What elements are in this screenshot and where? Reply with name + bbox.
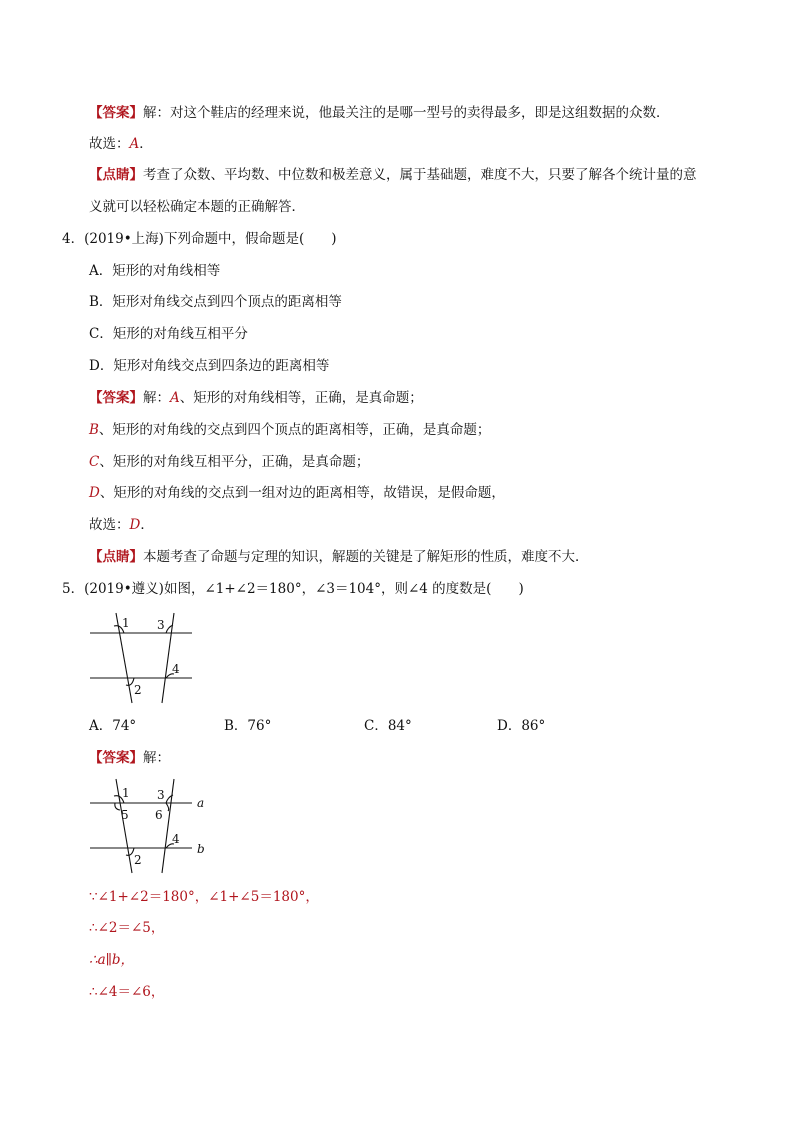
fig1-label-4: 4 [172,662,180,676]
fig2-label-3: 3 [157,788,165,802]
answer-letter-a: A [170,390,180,406]
fig2-label-2: 2 [134,853,142,867]
q4-choose-line [89,515,154,535]
choose-suffix: ． [139,136,153,152]
q5-option-b: B．76° [224,718,272,734]
q4-option-a: A．矩形的对角线相等 [89,263,221,279]
angle-arc-6 [166,803,169,811]
q4-stem: 4．(2019•上海)下列命题中，假命题是( ) [62,231,337,247]
q4-option-d: D．矩形对角线交点到四条边的距离相等 [89,358,330,374]
fig1-label-1: 1 [122,616,130,630]
q3-comment-line-1 [89,165,697,185]
answer-text-d: 、矩形的对角线的交点到一组对边的距离相等，故错误，是假命题， [99,485,505,501]
q5-figure-2 [86,775,216,875]
q5-option-d: D．86° [497,718,546,734]
fig1-label-2: 2 [134,683,142,697]
answer-text-a: 、矩形的对角线相等，正确，是真命题； [179,390,423,406]
fig2-label-1: 1 [122,786,130,800]
q5-step-2: ∴∠2＝∠5， [89,920,165,936]
comment-tag: 【点睛】 [89,167,143,183]
angle-arc-5 [115,803,120,810]
fig2-label-b: b [197,842,205,856]
q5-figure-1 [86,605,198,705]
answer-tag: 【答案】 [89,750,143,766]
comment-tag: 【点睛】 [89,549,143,565]
q4-answer-line-2 [89,420,490,440]
q3-comment-line-2: 义就可以轻松确定本题的正确解答． [89,199,305,215]
q5-step-3: ∴a∥b， [89,952,135,968]
answer-tag: 【答案】 [89,390,143,406]
choose-prefix: 故选： [89,136,130,152]
q5-option-c: C．84° [364,718,412,734]
q4-comment-line [89,547,589,567]
answer-text-b: 、矩形的对角线的交点到四个顶点的距离相等，正确，是真命题； [98,422,491,438]
q4-comment-text: 本题考查了命题与定理的知识，解题的关键是了解矩形的性质，难度不大． [143,549,589,565]
fig2-label-a: a [197,796,205,810]
choose-suffix: ． [140,517,154,533]
answer-lead: 解： [143,390,170,406]
angle-arc-2 [126,848,134,855]
fig2-label-6: 6 [155,808,163,822]
q3-choose-line [89,134,153,154]
q4-answer-line-4 [89,483,505,503]
q4-option-b: B．矩形对角线交点到四个顶点的距离相等 [89,294,342,310]
q4-option-c: C．矩形的对角线互相平分 [89,326,248,342]
choose-value: A [129,136,140,152]
answer-letter-c: C [89,454,100,470]
fig2-label-4: 4 [172,832,180,846]
answer-tag: 【答案】 [89,105,143,121]
answer-text-c: 、矩形的对角线互相平分，正确，是真命题； [99,454,370,470]
choose-value: D [129,517,141,533]
q4-answer-line-3 [89,452,369,472]
q3-answer-line [89,103,670,123]
q5-answer-line [89,748,170,768]
q5-step-4: ∴∠4＝∠6， [89,984,165,1000]
answer-letter-b: B [89,422,99,438]
fig2-label-5: 5 [121,808,129,822]
q4-answer-line-1 [89,388,423,408]
q5-stem: 5．(2019•遵义)如图，∠1+∠2＝180°，∠3＝104°，则∠4 的度数是( ) [62,581,524,597]
q5-option-a: A．74° [89,718,137,734]
fig1-label-3: 3 [157,618,165,632]
answer-lead: 解： [143,750,170,766]
q5-step-1: ∵∠1+∠2＝180°，∠1+∠5＝180°， [89,889,319,905]
answer-letter-d: D [89,485,100,501]
choose-prefix: 故选： [89,517,130,533]
q3-comment-text-1: 考查了众数、平均数、中位数和极差意义，属于基础题，难度不大，只要了解各个统计量的意 [143,167,697,183]
q3-answer-text: 解：对这个鞋店的经理来说，他最关注的是哪一型号的卖得最多，即是这组数据的众数． [143,105,670,121]
